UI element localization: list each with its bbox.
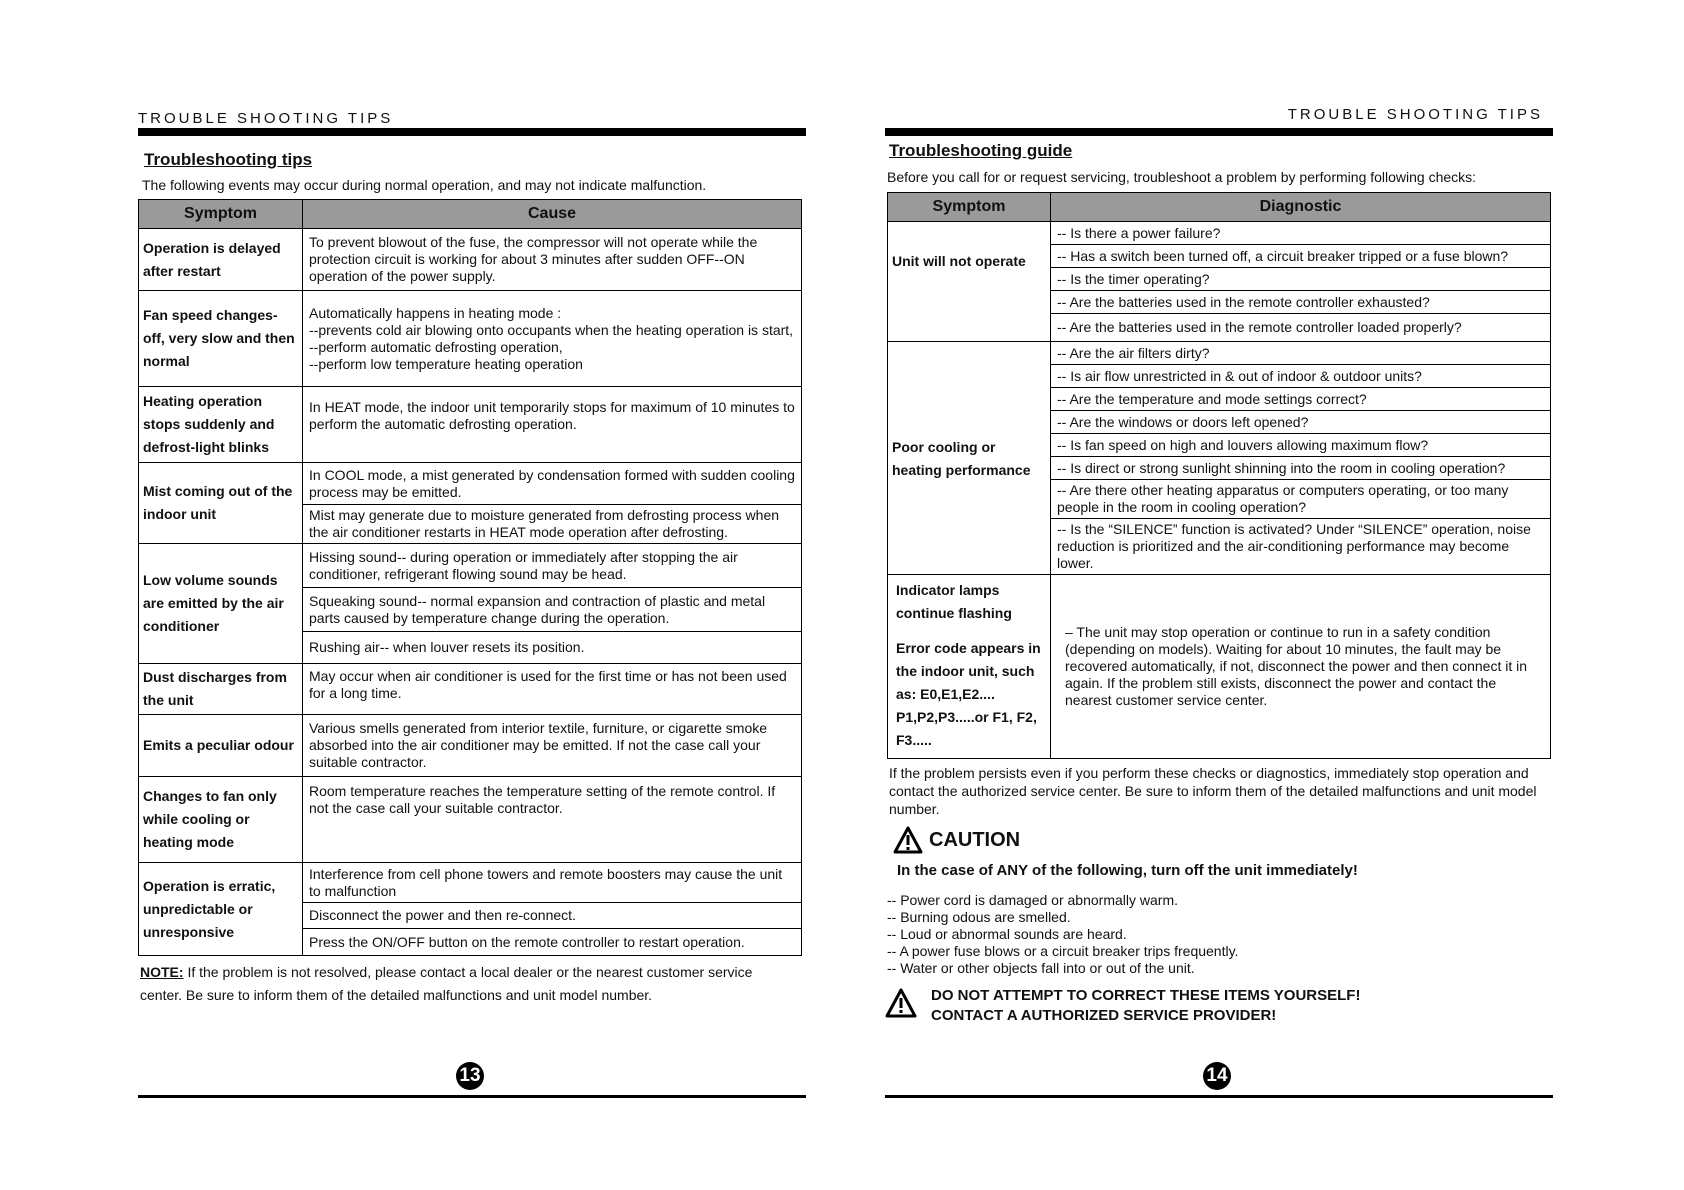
cause-cell: In COOL mode, a mist generated by condensation formed with sudden cooling process may be emitted. xyxy=(303,463,802,505)
cause-cell: To prevent blowout of the fuse, the compressor will not operate while the protection circuit is working for about 3 minutes after sudden OFF--ON operation of the power supply. xyxy=(303,229,802,291)
warning-triangle-icon xyxy=(893,826,923,854)
list-item: -- A power fuse blows or a circuit breaker trips frequently. xyxy=(887,943,1239,959)
cause-header: Cause xyxy=(303,200,802,229)
cause-cell: Automatically happens in heating mode : --prevents cold air blowing onto occupants when the heating operation is start, --perform automatic defrosting operation, --perform low temperature heating operation xyxy=(303,291,802,387)
running-head: TROUBLE SHOOTING TIPS xyxy=(138,110,394,127)
symptom-cell xyxy=(888,575,1051,759)
diagnostic-cell: -- Are the batteries used in the remote controller loaded properly? xyxy=(1051,314,1551,342)
symptom-cell: Poor cooling or heating performance xyxy=(888,342,1051,575)
page-14 xyxy=(885,0,1553,1190)
top-rule xyxy=(138,128,806,136)
warning-triangle-icon xyxy=(885,988,917,1018)
bottom-rule xyxy=(138,1095,806,1098)
diagnostic-cell: -- Are the batteries used in the remote controller exhausted? xyxy=(1051,291,1551,314)
cause-cell: Mist may generate due to moisture generated from defrosting process when the air conditioner restarts in HEAT mode operation after defrosting. xyxy=(303,505,802,544)
symptom-cell: Dust discharges from the unit xyxy=(139,664,303,715)
diagnostic-cell: -- Is the “SILENCE” function is activated? Under “SILENCE” operation, noise reduction is prioritized and the air-conditioning performance may become lower. xyxy=(1051,519,1551,575)
symptom-cell: Changes to fan only while cooling or heating mode xyxy=(139,777,303,863)
caution-intro: In the case of ANY of the following, turn off the unit immediately! xyxy=(897,862,1358,879)
troubleshooting-guide-table xyxy=(887,192,1551,759)
cause-cell: Interference from cell phone towers and remote boosters may cause the unit to malfunction xyxy=(303,863,802,903)
bottom-rule xyxy=(885,1095,1553,1098)
symptom-cell: Unit will not operate xyxy=(888,222,1051,342)
indicator-symptom: Indicator lamps continue flashing xyxy=(896,582,1012,621)
list-item: -- Burning odous are smelled. xyxy=(887,909,1071,925)
symptom-header: Symptom xyxy=(888,193,1051,222)
diagnostic-cell: -- Is there a power failure? xyxy=(1051,222,1551,245)
caution-list xyxy=(887,892,1238,977)
final-warning-line: CONTACT A AUTHORIZED SERVICE PROVIDER! xyxy=(931,1007,1277,1024)
symptom-header: Symptom xyxy=(139,200,303,229)
after-table-text: If the problem persists even if you perform these checks or diagnostics, immediately stop operation and contact the authorized service center. Be sure to inform them of the detailed malfunctions and unit model number. xyxy=(889,765,1537,817)
cause-cell: In HEAT mode, the indoor unit temporarily stops for maximum of 10 minutes to perform the automatic defrosting operation. xyxy=(303,387,802,463)
note-label: NOTE: xyxy=(140,964,184,980)
final-warning xyxy=(931,986,1360,1026)
section-title: Troubleshooting tips xyxy=(144,150,313,169)
diagnostic-cell: -- Is fan speed on high and louvers allowing maximum flow? xyxy=(1051,434,1551,457)
cause-cell: Rushing air-- when louver resets its position. xyxy=(303,632,802,664)
cause-cell: Disconnect the power and then re-connect. xyxy=(303,903,802,929)
diagnostic-cell: -- Are the windows or doors left opened? xyxy=(1051,411,1551,434)
symptom-cell: Operation is delayed after restart xyxy=(139,229,303,291)
running-head: TROUBLE SHOOTING TIPS xyxy=(1287,106,1543,123)
diagnostic-header: Diagnostic xyxy=(1051,193,1551,222)
diagnostic-cell: – The unit may stop operation or continue to run in a safety condition (depending on models). Waiting for about 10 minutes, the fault may be recovered automatically, if not, disconnect the power and then connect it in again. If the problem still exists, disconnect the power and contact the nearest customer service center. xyxy=(1051,575,1551,759)
caution-title: CAUTION xyxy=(929,828,1021,851)
cause-cell: Various smells generated from interior textile, furniture, or cigarette smoke absorbed into the air conditioner may be emitted. If not the case call your suitable contractor. xyxy=(303,715,802,777)
symptom-cell: Emits a peculiar odour xyxy=(139,715,303,777)
note-text: If the problem is not resolved, please contact a local dealer or the nearest customer service center. Be sure to inform them of the detailed malfunctions and unit model number. xyxy=(140,964,753,1003)
intro-text: Before you call for or request servicing, troubleshoot a problem by performing following checks: xyxy=(887,169,1477,185)
page-number: 13 xyxy=(456,1062,484,1090)
intro-text: The following events may occur during normal operation, and may not indicate malfunction. xyxy=(142,177,707,193)
cause-cell: May occur when air conditioner is used for the first time or has not been used for a long time. xyxy=(303,664,802,715)
diagnostic-cell: -- Is air flow unrestricted in & out of indoor & outdoor units? xyxy=(1051,365,1551,388)
symptom-cell: Operation is erratic, unpredictable or unresponsive xyxy=(139,863,303,956)
cause-cell: Hissing sound-- during operation or immediately after stopping the air conditioner, refrigerant flowing sound may be head. xyxy=(303,544,802,588)
section-title: Troubleshooting guide xyxy=(889,141,1073,160)
cause-cell: Squeaking sound-- normal expansion and contraction of plastic and metal parts caused by temperature change during the operation. xyxy=(303,588,802,632)
page-13 xyxy=(138,0,806,1190)
symptom-cell: Fan speed changes- off, very slow and then normal xyxy=(139,291,303,387)
list-item: -- Loud or abnormal sounds are heard. xyxy=(887,926,1127,942)
cause-cell: Press the ON/OFF button on the remote controller to restart operation. xyxy=(303,929,802,956)
caution-heading xyxy=(893,826,1020,854)
diagnostic-cell: -- Are there other heating apparatus or computers operating, or too many people in the room in cooling operation? xyxy=(1051,480,1551,519)
diagnostic-cell: -- Is the timer operating? xyxy=(1051,268,1551,291)
top-rule xyxy=(885,128,1553,136)
list-item: -- Water or other objects fall into or out of the unit. xyxy=(887,960,1195,976)
list-item: -- Power cord is damaged or abnormally warm. xyxy=(887,892,1178,908)
note-paragraph xyxy=(140,961,760,1007)
symptom-cell: Heating operation stops suddenly and defrost-light blinks xyxy=(139,387,303,463)
diagnostic-cell: -- Is direct or strong sunlight shinning into the room in cooling operation? xyxy=(1051,457,1551,480)
page-number: 14 xyxy=(1203,1062,1231,1090)
troubleshooting-tips-table xyxy=(138,199,802,956)
diagnostic-cell: -- Has a switch been turned off, a circuit breaker tripped or a fuse blown? xyxy=(1051,245,1551,268)
error-code-symptom: Error code appears in the indoor unit, such as: E0,E1,E2.... P1,P2,P3.....or F1, F2, F3..... xyxy=(896,640,1041,748)
diagnostic-cell: -- Are the temperature and mode settings correct? xyxy=(1051,388,1551,411)
final-warning-line: DO NOT ATTEMPT TO CORRECT THESE ITEMS YOURSELF! xyxy=(931,987,1361,1004)
diagnostic-cell: -- Are the air filters dirty? xyxy=(1051,342,1551,365)
symptom-cell: Low volume sounds are emitted by the air conditioner xyxy=(139,544,303,664)
symptom-cell: Mist coming out of the indoor unit xyxy=(139,463,303,544)
cause-cell: Room temperature reaches the temperature setting of the remote control. If not the case call your suitable contractor. xyxy=(303,777,802,863)
